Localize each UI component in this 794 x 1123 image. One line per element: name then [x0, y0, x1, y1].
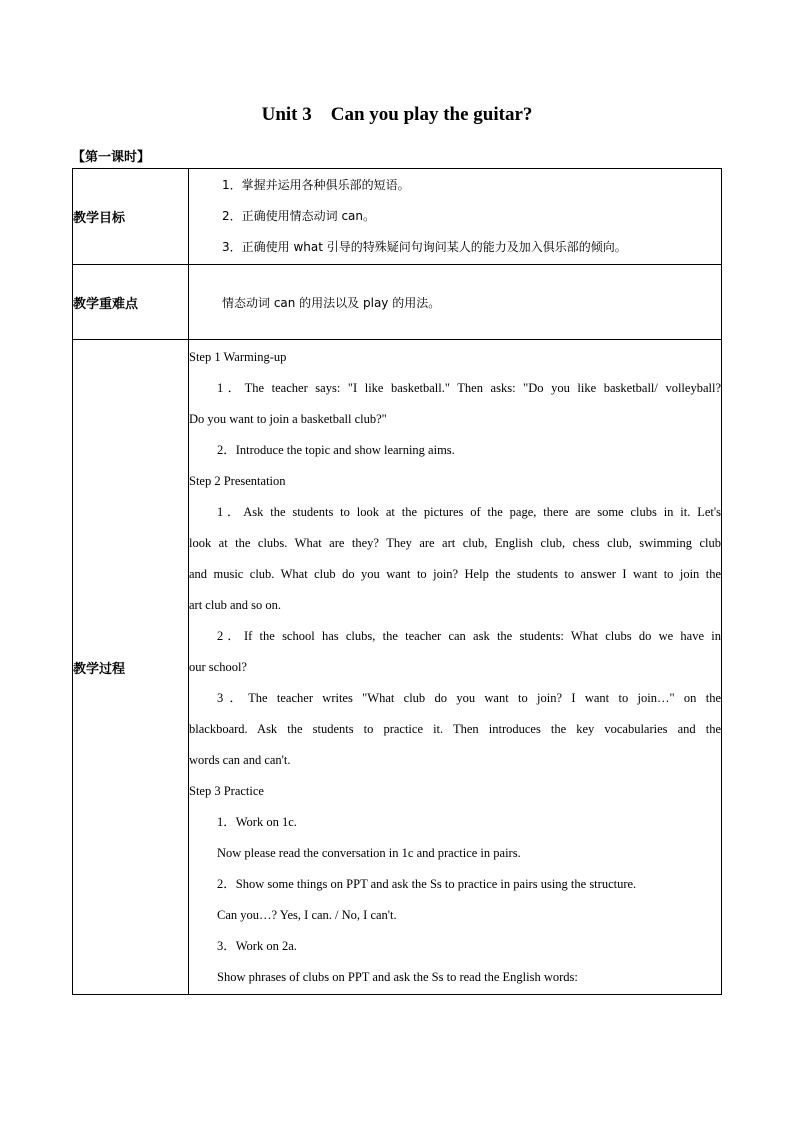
- key-points-content: [189, 265, 722, 340]
- page-title: Unit 3 Can you play the guitar?: [261, 104, 533, 125]
- process-line: 2．Show some things on PPT and ask the Ss to practice in pairs using the structure.: [217, 876, 637, 891]
- process-row: [73, 340, 722, 995]
- process-line: Now please read the conversation in 1c and practice in pairs.: [217, 845, 521, 860]
- objectives-content: [189, 169, 722, 265]
- process-line: 2．If the school has clubs, the teacher can ask the students: What clubs do we have in: [217, 628, 721, 643]
- objective-item: 3．正确使用 what 引导的特殊疑问句询问某人的能力及加入俱乐部的倾向。: [222, 240, 627, 254]
- process-line: Do you want to join a basketball club?": [189, 411, 387, 426]
- objective-item: 1．掌握并运用各种俱乐部的短语。: [222, 178, 410, 192]
- process-line: art club and so on.: [189, 597, 281, 612]
- objectives-label: 教学目标: [73, 169, 189, 265]
- key-points-label: 教学重难点: [73, 265, 189, 340]
- process-line: 3．Work on 2a.: [217, 938, 297, 953]
- process-line: our school?: [189, 659, 247, 674]
- process-line: 2．Introduce the topic and show learning aims.: [217, 442, 455, 457]
- key-points-text: 情态动词 can 的用法以及 play 的用法。: [222, 295, 441, 310]
- process-line: 1．Ask the students to look at the pictures of the page, there are some clubs in it. Let's: [217, 504, 721, 519]
- process-line: look at the clubs. What are they? They are art club, English club, chess club, swimming club: [189, 535, 721, 550]
- step-heading: Step 2 Presentation: [189, 473, 286, 488]
- key-points-row: [73, 265, 722, 340]
- lesson-label: 【第一课时】: [72, 150, 151, 165]
- process-line: 3．The teacher writes "What club do you want to join? I want to join…" on the: [217, 690, 721, 705]
- step-heading: Step 1 Warming-up: [189, 349, 287, 364]
- process-line: and music club. What club do you want to join? Help the students to answer I want to join the: [189, 566, 721, 581]
- process-line: 1．Work on 1c.: [217, 814, 297, 829]
- process-line: 1．The teacher says: "I like basketball." Then asks: "Do you like basketball/ volleyball?: [217, 380, 721, 395]
- objective-item: 2．正确使用情态动词 can。: [222, 209, 376, 223]
- process-line: words can and can't.: [189, 752, 291, 767]
- objectives-row: [73, 169, 722, 265]
- process-label: 教学过程: [73, 340, 189, 995]
- lesson-plan-table: [72, 168, 722, 995]
- process-line: Can you…? Yes, I can. / No, I can't.: [217, 907, 397, 922]
- step-heading: Step 3 Practice: [189, 783, 264, 798]
- process-line: Show phrases of clubs on PPT and ask the Ss to read the English words:: [217, 969, 578, 984]
- process-line: blackboard. Ask the students to practice it. Then introduces the key vocabularies and the: [189, 721, 721, 736]
- process-content: [189, 340, 722, 995]
